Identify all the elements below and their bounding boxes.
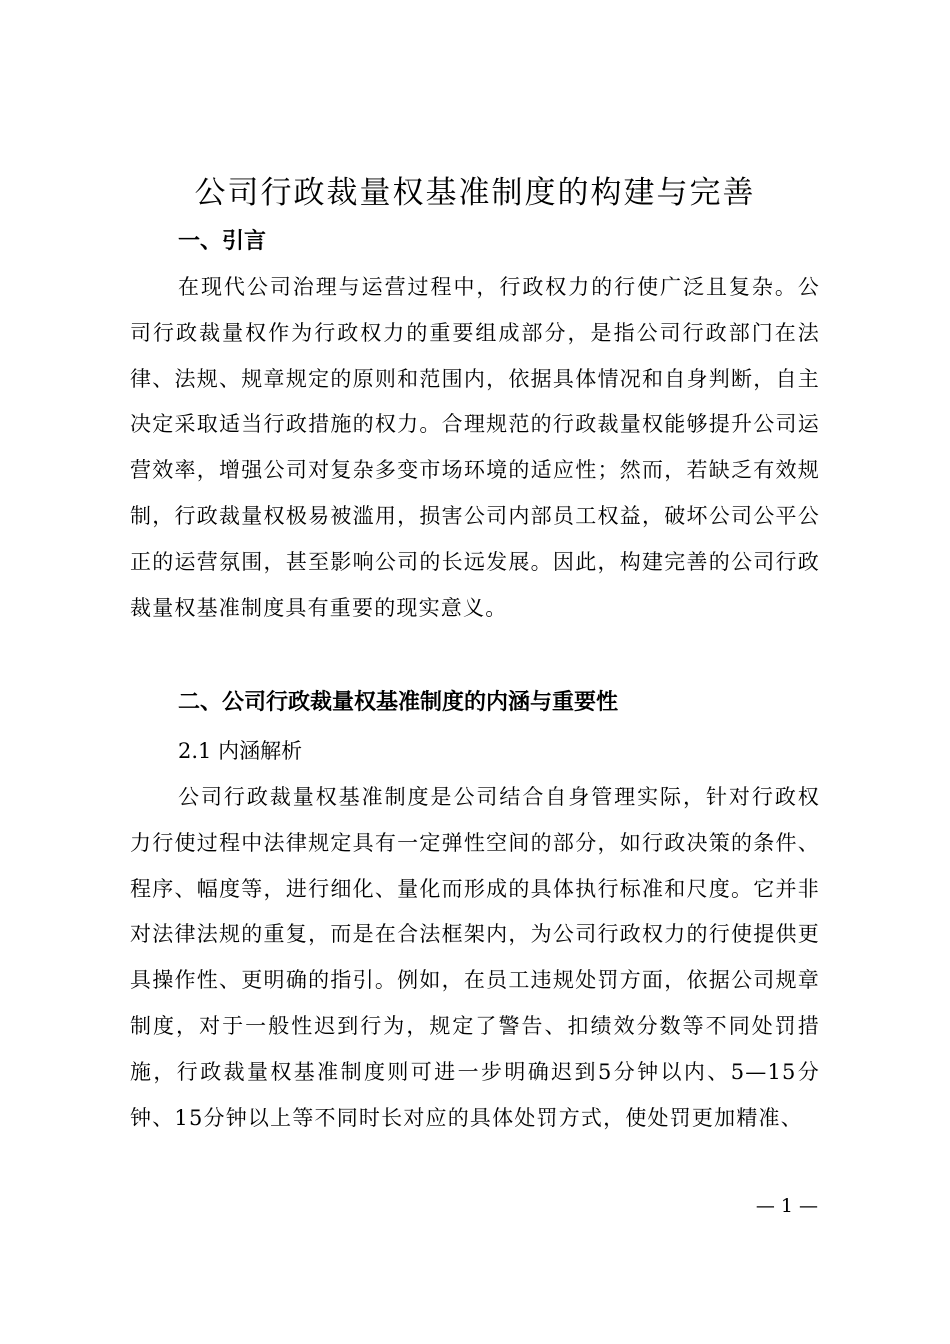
section-heading-connotation-importance: 二、公司行政裁量权基准制度的内涵与重要性 (178, 690, 619, 715)
page-number: — 1 — (755, 1195, 818, 1217)
section-heading-introduction: 一、引言 (178, 229, 267, 254)
document-title: 公司行政裁量权基准制度的构建与完善 (194, 175, 756, 211)
subsection-heading-connotation: 2.1 内涵解析 (178, 739, 303, 763)
connotation-paragraph: 公司行政裁量权基准制度是公司结合自身管理实际，针对行政权力行使过程中法律规定具有一定弹性空间的部分，如行政决策的条件、程序、幅度等，进行细化、量化而形成的具体执行标准和尺度。它并非对法律法规的重复，而是在合法框架内，为公司行政权力的行使提供更具操作性、更明确的指引。例如，在员工违规处罚方面，依据公司规章制度，对于一般性迟到行为，规定了警告、扣绩效分数等不同处罚措施，行政裁量权基准制度则可进一步明确迟到5分钟以内、5—15分钟、15分钟以上等不同时长对应的具体处罚方式，使处罚更加精准、 (130, 785, 820, 1130)
introduction-paragraph: 在现代公司治理与运营过程中，行政权力的行使广泛且复杂。公司行政裁量权作为行政权力的重要组成部分，是指公司行政部门在法律、法规、规章规定的原则和范围内，依据具体情况和自身判断，自主决定采取适当行政措施的权力。合理规范的行政裁量权能够提升公司运营效率，增强公司对复杂多变市场环境的适应性；然而，若缺乏有效规制，行政裁量权极易被滥用，损害公司内部员工权益，破坏公司公平公正的运营氛围，甚至影响公司的长远发展。因此，构建完善的公司行政裁量权基准制度具有重要的现实意义。 (130, 275, 820, 620)
